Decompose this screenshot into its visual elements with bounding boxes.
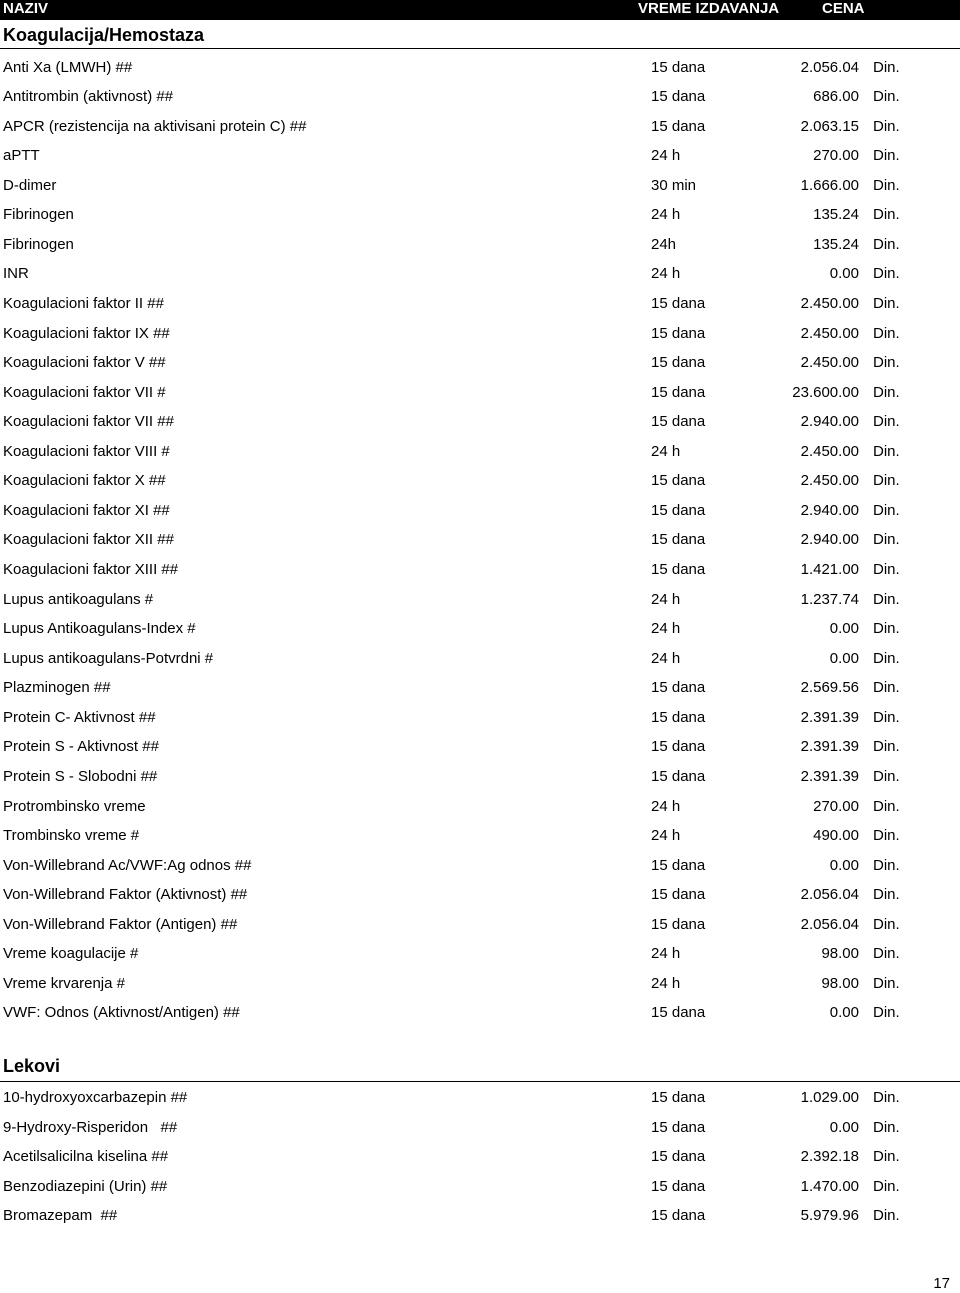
table-row [0,915,960,935]
test-name: D-dimer [3,176,57,194]
table-row [0,885,960,905]
turnaround-time: 15 dana [651,324,706,342]
table-row [0,944,960,964]
test-name: Vreme krvarenja # [3,974,125,992]
price-currency: Din. [873,1118,900,1136]
price-currency: Din. [873,649,900,667]
table-row [0,87,960,107]
table-row [0,1118,960,1138]
price-currency: Din. [873,767,900,785]
turnaround-time: 15 dana [651,856,706,874]
turnaround-time: 15 dana [651,1089,706,1106]
turnaround-time: 30 min [651,176,697,194]
test-name: INR [3,265,29,283]
test-name: Koagulacioni faktor V ## [3,354,166,372]
price-currency: Din. [873,1207,900,1225]
turnaround-time: 15 dana [651,886,706,904]
column-header-time: VREME IZDAVANJA [638,0,780,17]
table-row [0,383,960,403]
price-currency: Din. [873,974,900,992]
price-value: 2.056.04 [800,915,859,933]
test-name: Protein S - Slobodni ## [3,767,158,785]
price-value: 98.00 [821,974,859,992]
test-name: Benzodiazepini (Urin) ## [3,1177,168,1195]
table-row [0,1003,960,1023]
turnaround-time: 15 dana [651,383,706,401]
test-name: Von-Willebrand Faktor (Antigen) ## [3,915,238,933]
price-currency: Din. [873,827,900,845]
price-currency: Din. [873,679,900,697]
price-currency: Din. [873,856,900,874]
table-row [0,974,960,994]
table-row [0,708,960,728]
test-name: APCR (rezistencija na aktivisani protein C) ## [3,117,307,135]
test-name: Lupus antikoagulans-Potvrdni # [3,649,214,667]
price-value: 0.00 [829,1004,859,1022]
test-name: Protrombinsko vreme [3,797,146,815]
page-number: 17 [933,1275,950,1292]
turnaround-time: 15 dana [651,561,706,579]
price-currency: Din. [873,147,900,165]
price-value: 0.00 [829,1118,859,1136]
test-name: Koagulacioni faktor XIII ## [3,561,179,579]
turnaround-time: 15 dana [651,58,706,76]
test-name: aPTT [3,147,40,165]
section-divider [0,48,960,49]
price-value: 270.00 [813,797,859,815]
test-name: Protein S - Aktivnost ## [3,738,159,756]
price-value: 1.470.00 [800,1177,859,1195]
turnaround-time: 15 dana [651,413,706,431]
table-row [0,1206,960,1226]
test-name: Trombinsko vreme # [3,827,140,845]
table-row [0,353,960,373]
table-header [0,0,960,20]
turnaround-time: 24 h [651,797,681,815]
price-value: 1.029.00 [800,1089,859,1106]
turnaround-time: 15 dana [651,1207,706,1225]
price-currency: Din. [873,620,900,638]
turnaround-time: 24 h [651,206,681,224]
table-row [0,1177,960,1197]
table-row [0,235,960,255]
turnaround-time: 15 dana [651,679,706,697]
turnaround-time: 24 h [651,827,681,845]
column-header-price: CENA [822,0,865,17]
table-row [0,590,960,610]
turnaround-time: 15 dana [651,531,706,549]
table-row [0,205,960,225]
test-name: Acetilsalicilna kiselina ## [3,1148,169,1166]
table-row [0,471,960,491]
turnaround-time: 15 dana [651,117,706,135]
price-value: 0.00 [829,856,859,874]
turnaround-time: 15 dana [651,501,706,519]
test-name: Fibrinogen [3,206,74,224]
test-name: Koagulacioni faktor XI ## [3,501,170,519]
price-currency: Din. [873,531,900,549]
table-row [0,117,960,137]
test-name: Fibrinogen [3,235,74,253]
table-row [0,678,960,698]
turnaround-time: 15 dana [651,1118,706,1136]
turnaround-time: 15 dana [651,915,706,933]
price-currency: Din. [873,501,900,519]
price-currency: Din. [873,561,900,579]
table-row [0,560,960,580]
table-row [0,649,960,669]
price-value: 2.940.00 [800,531,859,549]
price-currency: Din. [873,265,900,283]
table-row [0,530,960,550]
test-name: Lupus Antikoagulans-Index # [3,620,196,638]
test-name: VWF: Odnos (Aktivnost/Antigen) ## [3,1004,240,1022]
table-row [0,324,960,344]
price-value: 23.600.00 [792,383,859,401]
price-currency: Din. [873,472,900,490]
price-value: 2.391.39 [800,708,859,726]
test-name: Koagulacioni faktor II ## [3,294,164,312]
price-currency: Din. [873,886,900,904]
price-value: 0.00 [829,265,859,283]
turnaround-time: 24 h [651,147,681,165]
price-currency: Din. [873,383,900,401]
price-value: 2.450.00 [800,324,859,342]
table-row [0,294,960,314]
price-currency: Din. [873,708,900,726]
price-currency: Din. [873,354,900,372]
table-row [0,856,960,876]
section-divider [0,1081,960,1082]
table-row [0,737,960,757]
turnaround-time: 15 dana [651,767,706,785]
column-header-name: NAZIV [3,0,48,17]
price-currency: Din. [873,88,900,106]
price-currency: Din. [873,235,900,253]
price-value: 1.237.74 [800,590,859,608]
price-currency: Din. [873,915,900,933]
test-name: Koagulacioni faktor VIII # [3,442,170,460]
turnaround-time: 24 h [651,265,681,283]
test-name: Protein C- Aktivnost ## [3,708,156,726]
price-currency: Din. [873,442,900,460]
price-value: 490.00 [813,827,859,845]
section-title-lekovi: Lekovi [3,1056,61,1076]
price-value: 2.450.00 [800,442,859,460]
turnaround-time: 15 dana [651,1148,706,1166]
price-value: 98.00 [821,945,859,963]
price-value: 0.00 [829,649,859,667]
test-name: Lupus antikoagulans # [3,590,154,608]
section-title-koagulacija: Koagulacija/Hemostaza [3,25,205,45]
price-value: 2.056.04 [800,58,859,76]
turnaround-time: 15 dana [651,1177,706,1195]
turnaround-time: 24h [651,235,677,253]
price-currency: Din. [873,1177,900,1195]
price-currency: Din. [873,117,900,135]
turnaround-time: 24 h [651,620,681,638]
turnaround-time: 15 dana [651,738,706,756]
price-currency: Din. [873,324,900,342]
price-currency: Din. [873,590,900,608]
price-currency: Din. [873,1004,900,1022]
test-name: Koagulacioni faktor X ## [3,472,166,490]
test-name: 9-Hydroxy-Risperidon ## [3,1118,178,1136]
price-currency: Din. [873,294,900,312]
test-name: 10-hydroxyoxcarbazepin ## [3,1089,188,1106]
price-currency: Din. [873,797,900,815]
table-row [0,797,960,817]
table-row [0,1088,960,1108]
test-name: Koagulacioni faktor XII ## [3,531,174,549]
table-row [0,619,960,639]
price-value: 270.00 [813,147,859,165]
test-name: Anti Xa (LMWH) ## [3,58,133,76]
table-row [0,146,960,166]
price-value: 2.450.00 [800,354,859,372]
price-currency: Din. [873,1089,900,1106]
turnaround-time: 15 dana [651,472,706,490]
price-value: 0.00 [829,620,859,638]
table-row [0,412,960,432]
price-value: 2.392.18 [800,1148,859,1166]
test-name: Koagulacioni faktor VII ## [3,413,174,431]
turnaround-time: 15 dana [651,88,706,106]
turnaround-time: 15 dana [651,1004,706,1022]
table-row [0,58,960,78]
table-row [0,264,960,284]
price-currency: Din. [873,413,900,431]
price-currency: Din. [873,176,900,194]
price-value: 2.391.39 [800,767,859,785]
turnaround-time: 24 h [651,590,681,608]
turnaround-time: 24 h [651,649,681,667]
turnaround-time: 15 dana [651,294,706,312]
test-name: Vreme koagulacije # [3,945,139,963]
price-currency: Din. [873,58,900,76]
test-name: Plazminogen ## [3,679,111,697]
turnaround-time: 15 dana [651,708,706,726]
price-value: 2.056.04 [800,886,859,904]
price-value: 2.940.00 [800,501,859,519]
price-value: 2.940.00 [800,413,859,431]
price-value: 135.24 [813,206,859,224]
test-name: Bromazepam ## [3,1207,118,1225]
table-row [0,176,960,196]
test-name: Von-Willebrand Ac/VWF:Ag odnos ## [3,856,252,874]
table-row [0,1147,960,1167]
price-value: 2.450.00 [800,294,859,312]
price-currency: Din. [873,1148,900,1166]
test-name: Von-Willebrand Faktor (Aktivnost) ## [3,886,248,904]
price-value: 5.979.96 [800,1207,859,1225]
price-value: 1.666.00 [800,176,859,194]
price-value: 686.00 [813,88,859,106]
turnaround-time: 24 h [651,945,681,963]
table-row [0,501,960,521]
price-value: 2.569.56 [800,679,859,697]
price-value: 2.063.15 [800,117,859,135]
price-currency: Din. [873,206,900,224]
table-row [0,826,960,846]
price-value: 2.450.00 [800,472,859,490]
price-value: 2.391.39 [800,738,859,756]
price-value: 135.24 [813,235,859,253]
turnaround-time: 24 h [651,974,681,992]
price-currency: Din. [873,945,900,963]
price-currency: Din. [873,738,900,756]
turnaround-time: 24 h [651,442,681,460]
test-name: Antitrombin (aktivnost) ## [3,88,174,106]
table-row [0,442,960,462]
price-value: 1.421.00 [800,561,859,579]
turnaround-time: 15 dana [651,354,706,372]
test-name: Koagulacioni faktor IX ## [3,324,170,342]
test-name: Koagulacioni faktor VII # [3,383,166,401]
table-row [0,767,960,787]
